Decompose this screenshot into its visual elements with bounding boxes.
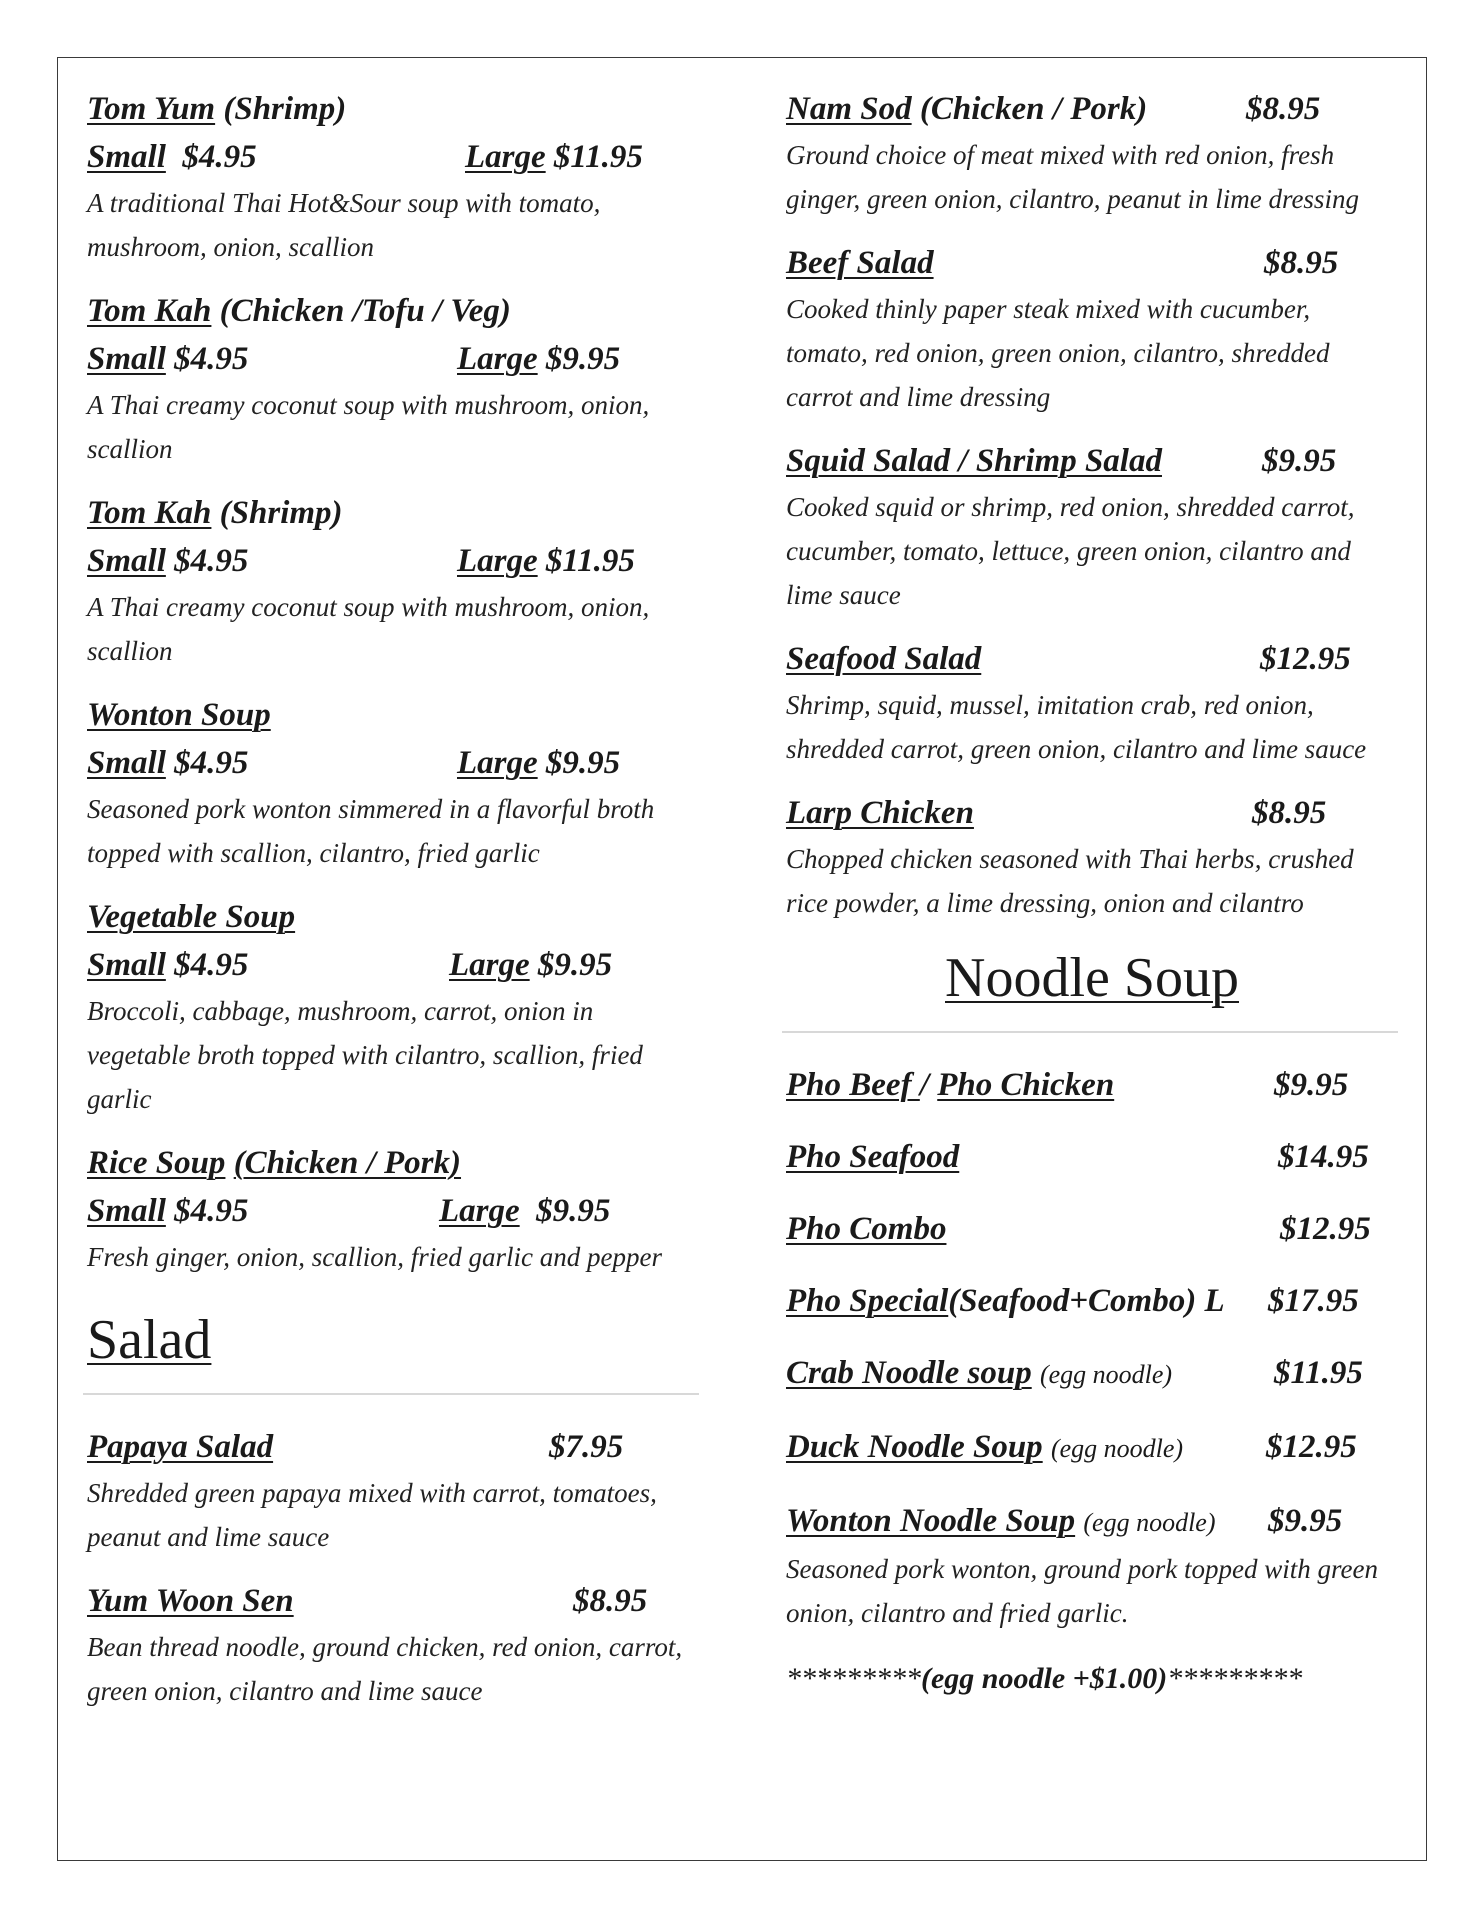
salad-description: Ground choice of meat mixed with red onion, fresh ginger, green onion, cilantro, peanut in lime dressing (786, 140, 1359, 214)
small-label: Small (87, 341, 166, 377)
small-price: $4.95 (174, 543, 249, 579)
soup-item (87, 1139, 699, 1279)
egg-noodle-note (786, 1657, 1398, 1701)
small-label: Small (87, 745, 166, 781)
noodle-item (786, 1497, 1398, 1547)
wonton-noodle-description: Seasoned pork wonton, ground pork topped with green onion, cilantro and fried garlic. (786, 1554, 1378, 1628)
salad-section-title: Salad (87, 1309, 212, 1371)
soup-suffix: (Shrimp) (223, 91, 347, 127)
section-divider (83, 1393, 699, 1395)
soup-item (87, 287, 699, 471)
salad-suffix: (Chicken / Pork) (919, 91, 1148, 127)
salad-description: Shredded green papaya mixed with carrot, tomatoes, peanut and lime sauce (87, 1478, 657, 1552)
salad-item (786, 437, 1398, 617)
small-price: $4.95 (174, 1193, 249, 1229)
large-label: Large (449, 947, 530, 983)
egg-note-suffix: ********* (1167, 1662, 1303, 1695)
salad-name: Squid Salad / Shrimp Salad (786, 443, 1162, 479)
salad-name: Seafood Salad (786, 641, 982, 677)
soup-suffix: (Chicken / Pork) (233, 1145, 462, 1181)
soup-name: Rice Soup (87, 1145, 226, 1181)
soup-description: Seasoned pork wonton simmered in a flavorful broth topped with scallion, cilantro, fried garlic (87, 794, 655, 868)
noodle-item (786, 1349, 1398, 1399)
noodle-name: Pho Seafood (786, 1139, 960, 1175)
salad-name: Nam Sod (786, 91, 912, 127)
noodle-price: $12.95 (1280, 1211, 1371, 1247)
soup-suffix: (Chicken /Tofu / Veg) (219, 293, 511, 329)
salad-item (87, 1577, 699, 1713)
noodle-item (786, 1061, 1398, 1109)
soup-item (87, 489, 699, 673)
small-label: Small (87, 543, 166, 579)
noodle-price: $17.95 (1268, 1283, 1359, 1319)
noodle-note: (egg noodle) (1039, 1360, 1173, 1389)
soup-description: Broccoli, cabbage, mushroom, carrot, onion in vegetable broth topped with cilantro, scallion, fried garlic (87, 996, 643, 1114)
noodle-item (786, 1423, 1398, 1473)
large-price: $9.95 (536, 1193, 611, 1229)
soup-name: Wonton Soup (87, 697, 271, 733)
noodle-name: Duck Noodle Soup (786, 1429, 1043, 1465)
noodle-name: Pho Combo (786, 1211, 947, 1247)
noodle-item (786, 1133, 1398, 1181)
soup-name: Tom Kah (87, 293, 212, 329)
salad-name: Larp Chicken (786, 795, 974, 831)
large-label: Large (439, 1193, 520, 1229)
salad-description: Bean thread noodle, ground chicken, red onion, carrot, green onion, cilantro and lime sauce (87, 1632, 683, 1706)
noodle-item (786, 1277, 1398, 1325)
small-price: $4.95 (174, 745, 249, 781)
soup-item (87, 691, 699, 875)
salad-item (786, 239, 1398, 419)
soup-description: Fresh ginger, onion, scallion, fried garlic and pepper (87, 1242, 662, 1272)
noodle-separator: / (919, 1067, 938, 1103)
salad-price: $12.95 (1260, 641, 1351, 677)
small-price: $4.95 (182, 139, 257, 175)
large-price: $11.95 (553, 139, 643, 175)
noodle-note: (Seafood+Combo) L (948, 1283, 1225, 1319)
salad-price: $9.95 (1262, 443, 1337, 479)
noodle-name: Crab Noodle soup (786, 1355, 1032, 1391)
noodle-price: $11.95 (1274, 1355, 1363, 1391)
large-label: Large (457, 341, 538, 377)
noodle-name: Pho Special (786, 1283, 949, 1319)
salad-item (87, 1423, 699, 1559)
noodle-price: $9.95 (1274, 1067, 1349, 1103)
salad-name: Papaya Salad (87, 1429, 274, 1465)
noodle-name-alt: Pho Chicken (937, 1067, 1115, 1103)
large-label: Large (457, 745, 538, 781)
soup-name: Tom Yum (87, 91, 216, 127)
small-price: $4.95 (174, 947, 249, 983)
large-price: $11.95 (545, 543, 635, 579)
noodle-note: (egg noodle) (1050, 1434, 1184, 1463)
salad-price: $7.95 (549, 1429, 624, 1465)
section-divider (782, 1031, 1398, 1033)
noodle-note: (egg noodle) (1083, 1508, 1216, 1537)
salad-item (786, 789, 1398, 925)
noodle-price: $9.95 (1268, 1503, 1343, 1539)
noodle-list (786, 1061, 1398, 1635)
salad-price: $8.95 (1252, 795, 1327, 831)
noodle-name: Pho Beef (786, 1067, 920, 1103)
soup-item (87, 85, 699, 269)
egg-note-text: (egg noodle +$1.00) (921, 1662, 1168, 1695)
salad-description: Chopped chicken seasoned with Thai herbs, crushed rice powder, a lime dressing, onion and cilantro (786, 844, 1354, 918)
small-price: $4.95 (174, 341, 249, 377)
salad-description: Shrimp, squid, mussel, imitation crab, red onion, shredded carrot, green onion, cilantro and lime sauce (786, 690, 1367, 764)
noodle-price: $12.95 (1266, 1429, 1357, 1465)
salad-description: Cooked squid or shrimp, red onion, shredded carrot, cucumber, tomato, lettuce, green onion, cilantro and lime sauce (786, 492, 1355, 610)
small-label: Small (87, 1193, 166, 1229)
noodle-price: $14.95 (1278, 1139, 1369, 1175)
soup-suffix: (Shrimp) (219, 495, 343, 531)
large-label: Large (465, 139, 546, 175)
small-label: Small (87, 139, 166, 175)
soup-description: A traditional Thai Hot&Sour soup with tomato, mushroom, onion, scallion (87, 188, 601, 262)
small-label: Small (87, 947, 166, 983)
soup-description: A Thai creamy coconut soup with mushroom, onion, scallion (87, 390, 650, 464)
salad-description: Cooked thinly paper steak mixed with cucumber, tomato, red onion, green onion, cilantro, shredded carrot and lime dressing (786, 294, 1330, 412)
large-price: $9.95 (537, 947, 613, 983)
noodle-name: Wonton Noodle Soup (786, 1503, 1076, 1539)
noodle-item (786, 1205, 1398, 1253)
large-label: Large (457, 543, 538, 579)
large-price: $9.95 (545, 341, 621, 377)
soup-item (87, 893, 699, 1121)
soup-name: Tom Kah (87, 495, 212, 531)
salad-price: $8.95 (1264, 245, 1339, 281)
salad-name: Beef Salad (786, 245, 934, 281)
salad-price: $8.95 (1246, 91, 1321, 127)
right-column (786, 85, 1398, 1701)
soup-description: A Thai creamy coconut soup with mushroom, onion, scallion (87, 592, 650, 666)
salad-name: Yum Woon Sen (87, 1583, 294, 1619)
large-price: $9.95 (545, 745, 621, 781)
soup-name: Vegetable Soup (87, 899, 296, 935)
salad-item (786, 635, 1398, 771)
noodle-section-title: Noodle Soup (945, 947, 1239, 1009)
salad-item (786, 85, 1398, 221)
left-column (87, 85, 699, 1731)
egg-note-prefix: ********* (786, 1662, 921, 1695)
salad-price: $8.95 (573, 1583, 648, 1619)
